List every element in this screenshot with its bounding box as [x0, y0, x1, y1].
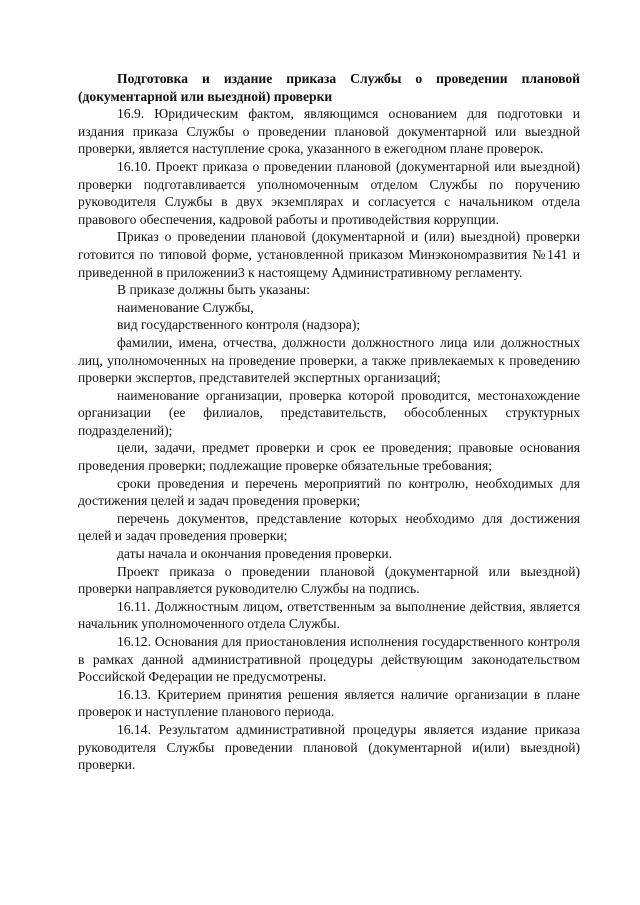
paragraph-16-10: 16.10. Проект приказа о проведении плановой (документарной или выездной) проверки подготавливается уполномоченным отделом Службы по поручению руководителя Службы в двух экземплярах и согласуется с начальником отдела правового обеспечения, кадровой работы и противодействия коррупции.	[78, 158, 580, 227]
paragraph-order-contents-intro: В приказе должны быть указаны:	[117, 282, 310, 298]
paragraph-16-9: 16.9. Юридическим фактом, являющимся основанием для подготовки и издания приказа Службы о проведении плановой документарной или выездной проверки, является наступление срока, указанного в ежегодном плане проверок.	[78, 106, 580, 157]
list-item-terms: сроки проведения и перечень мероприятий по контролю, необходимых для достижения целей и задач проведения проверки;	[78, 475, 580, 509]
paragraph-16-12: 16.12. Основания для приостановления исполнения государственного контроля в рамках данной административной процедуры действующим законодательством Российской Федерации не предусмотрены.	[78, 634, 580, 685]
paragraph-draft-signature: Проект приказа о проведении плановой (документарной или выездной) проверки направляется руководителю Службы на подпись.	[78, 563, 580, 597]
list-item-goals: цели, задачи, предмет проверки и срок ее проведения; правовые основания проведения проверки; подлежащие проверке обязательные требования;	[78, 440, 580, 474]
section-heading: Подготовка и издание приказа Службы о проведении плановой (документарной или выездной) проверки	[78, 71, 580, 104]
paragraph-16-11: 16.11. Должностным лицом, ответственным за выполнение действия, является начальник уполномоченного отдела Службы.	[78, 598, 580, 632]
paragraph-order-form: Приказ о проведении плановой (документарной и (или) выездной) проверки готовится по типовой форме, установленной приказом Минэкономразвития №141 и приведенной в приложении3 к настоящему Административному регламенту.	[78, 229, 580, 280]
list-item-dates: даты начала и окончания проведения проверки.	[117, 546, 393, 562]
list-item-organization: наименование организации, проверка которой проводится, местонахождение организации (ее филиалов, представительств, обособленных структурных подразделений);	[78, 387, 580, 438]
document-page	[78, 70, 580, 774]
list-item-control-type: вид государственного контроля (надзора);	[117, 317, 361, 333]
list-item-service-name: наименование Службы,	[117, 299, 254, 315]
paragraph-16-14: 16.14. Результатом административной процедуры является издание приказа руководителя Службы проведении плановой (документарной и(или) выездной) проверки.	[78, 721, 580, 773]
list-item-documents: перечень документов, представление которых необходимо для достижения целей и задач проведения проверки;	[78, 510, 580, 544]
list-item-officials: фамилии, имена, отчества, должности должностного лица или должностных лиц, уполномоченных на проведение проверки, а также привлекаемых к проведению проверки экспертов, представителей экспертных организаций;	[78, 334, 580, 386]
paragraph-16-13: 16.13. Критерием принятия решения является наличие организации в плане проверок и наступление планового периода.	[78, 686, 580, 720]
